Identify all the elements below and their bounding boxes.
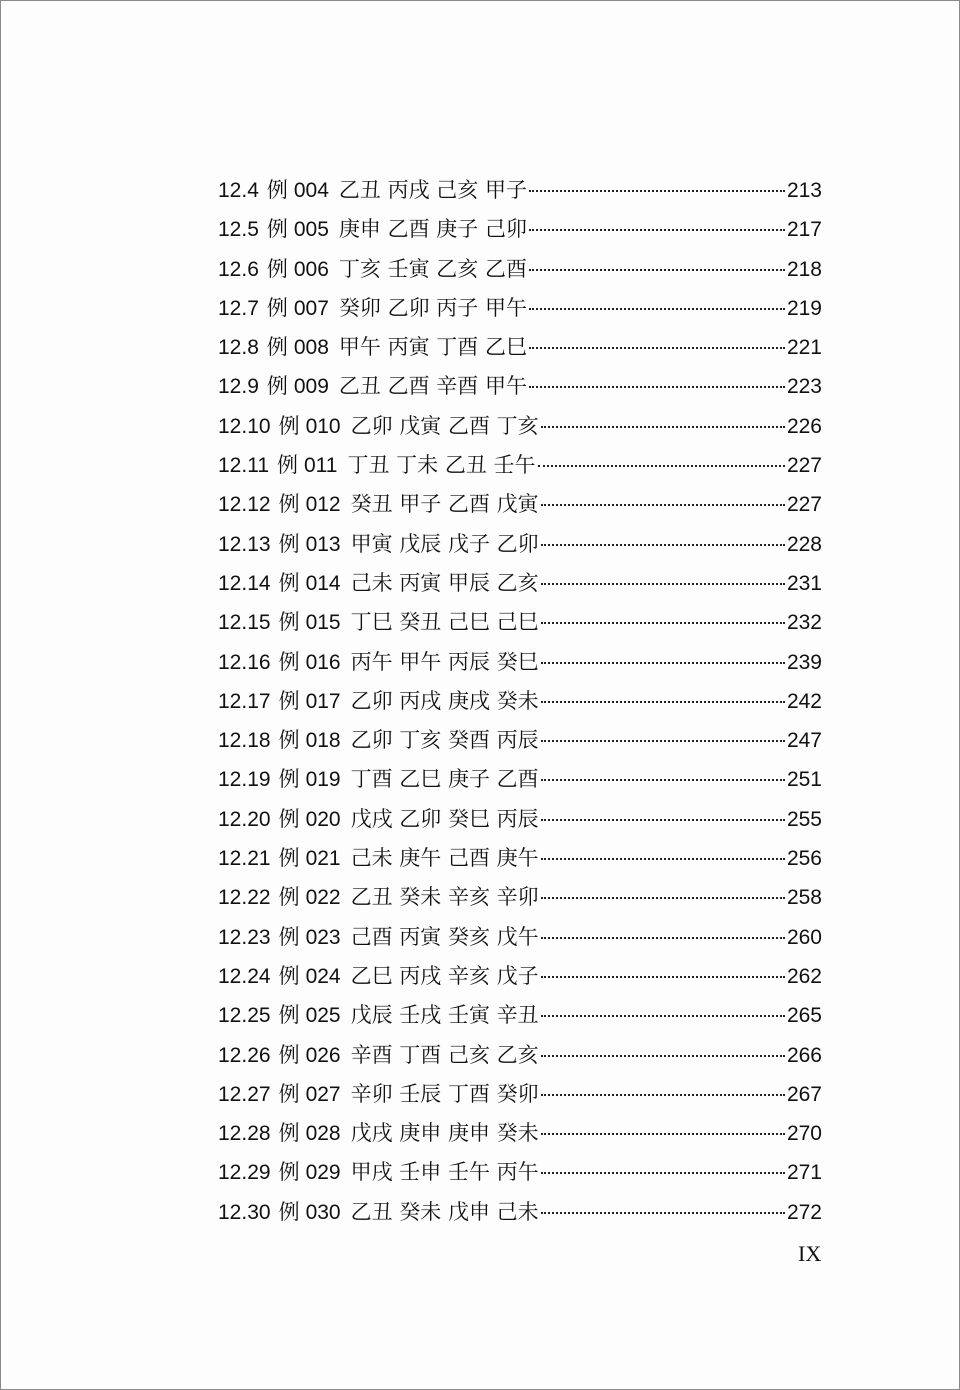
pillars-text: 乙卯 戊寅 乙酉 丁亥	[350, 413, 539, 438]
example-code: 017	[305, 689, 341, 713]
toc-entry	[218, 1114, 822, 1153]
toc-entry	[218, 1153, 822, 1192]
pillars-text: 己未 庚午 己酉 庚午	[350, 846, 539, 871]
pillars-text: 癸卯 乙卯 丙子 甲午	[338, 295, 527, 320]
example-label: 例	[278, 806, 300, 831]
toc-entry	[218, 878, 822, 917]
section-number: 12.14	[218, 571, 271, 595]
section-number: 12.6	[218, 257, 259, 281]
dot-leader	[541, 583, 785, 585]
dot-leader	[529, 347, 785, 349]
page-ref: 223	[786, 375, 822, 399]
page-ref: 256	[786, 847, 822, 871]
page-ref: 219	[786, 296, 822, 320]
example-code: 029	[305, 1161, 341, 1185]
dot-leader	[541, 1172, 785, 1174]
example-code: 009	[293, 375, 329, 399]
page-ref: 213	[786, 179, 822, 202]
pillars-text: 戊辰 壬戌 壬寅 辛丑	[350, 1003, 539, 1028]
toc-entry	[218, 643, 822, 682]
example-label: 例	[278, 846, 300, 871]
page-number: IX	[798, 1241, 822, 1266]
page-ref: 255	[786, 807, 822, 831]
section-number: 12.8	[218, 336, 259, 360]
section-number: 12.4	[218, 179, 259, 202]
example-label: 例	[266, 335, 288, 360]
example-code: 012	[305, 493, 341, 517]
dot-leader	[541, 544, 785, 546]
example-label: 例	[278, 649, 300, 674]
page-ref: 258	[786, 886, 822, 910]
example-label: 例	[278, 1199, 300, 1224]
section-number: 12.13	[218, 532, 271, 556]
example-label: 例	[266, 256, 288, 281]
dot-leader	[541, 858, 785, 860]
page-ref: 260	[786, 925, 822, 949]
page-ref: 265	[786, 1004, 822, 1028]
dot-leader	[529, 386, 785, 388]
pillars-text: 乙卯 丁亥 癸酉 丙辰	[350, 728, 539, 753]
page-ref: 242	[786, 689, 822, 713]
dot-leader	[529, 269, 785, 271]
example-label: 例	[278, 688, 300, 713]
section-number: 12.10	[218, 414, 271, 438]
toc-entry	[218, 918, 822, 957]
section-number: 12.20	[218, 807, 271, 831]
page-ref: 217	[786, 218, 822, 242]
toc-entry	[218, 328, 822, 367]
section-number: 12.19	[218, 768, 271, 792]
example-code: 015	[305, 611, 341, 635]
pillars-text: 甲午 丙寅 丁酉 乙巳	[338, 335, 527, 360]
pillars-text: 乙丑 丙戌 己亥 甲子	[338, 178, 527, 202]
example-code: 004	[293, 179, 329, 202]
toc-entry	[218, 407, 822, 446]
pillars-text: 丁酉 乙巳 庚子 乙酉	[350, 767, 539, 792]
example-code: 030	[305, 1200, 341, 1224]
section-number: 12.26	[218, 1043, 271, 1067]
dot-leader	[541, 819, 785, 821]
example-code: 008	[293, 336, 329, 360]
example-label: 例	[266, 178, 288, 202]
page-ref: 270	[786, 1122, 822, 1146]
section-number: 12.5	[218, 218, 259, 242]
section-number: 12.17	[218, 689, 271, 713]
example-label: 例	[277, 453, 298, 478]
section-number: 12.24	[218, 964, 271, 988]
toc-entry	[218, 839, 822, 878]
pillars-text: 辛卯 壬辰 丁酉 癸卯	[350, 1081, 539, 1106]
toc-entry	[218, 367, 822, 406]
page-ref: 271	[786, 1161, 822, 1185]
example-code: 025	[305, 1004, 341, 1028]
example-code: 005	[293, 218, 329, 242]
example-code: 006	[293, 257, 329, 281]
example-label: 例	[278, 570, 300, 595]
example-code: 023	[305, 925, 341, 949]
toc-entry	[218, 446, 822, 485]
example-label: 例	[266, 374, 288, 399]
section-number: 12.11	[218, 454, 269, 478]
section-number: 12.29	[218, 1161, 271, 1185]
page-ref: 228	[786, 532, 822, 556]
toc-entry	[218, 603, 822, 642]
pillars-text: 庚申 乙酉 庚子 己卯	[338, 217, 527, 242]
toc-entry	[218, 996, 822, 1035]
example-label: 例	[278, 1081, 300, 1106]
example-label: 例	[278, 963, 300, 988]
dot-leader	[541, 740, 785, 742]
pillars-text: 丁巳 癸丑 己巳 己巳	[350, 610, 539, 635]
toc-entry	[218, 800, 822, 839]
example-label: 例	[278, 1160, 300, 1185]
dot-leader	[541, 1094, 785, 1096]
toc-entry	[218, 289, 822, 328]
dot-leader	[541, 937, 785, 939]
page-ref: 227	[786, 454, 822, 478]
dot-leader	[538, 465, 785, 467]
dot-leader	[541, 504, 785, 506]
toc-entry	[218, 171, 822, 210]
toc-entry	[218, 1193, 822, 1232]
dot-leader	[529, 229, 785, 231]
page-ref: 226	[786, 414, 822, 438]
dot-leader	[541, 701, 785, 703]
pillars-text: 辛酉 丁酉 己亥 乙亥	[350, 1042, 539, 1067]
example-label: 例	[266, 217, 288, 242]
pillars-text: 丁丑 丁未 乙丑 壬午	[347, 453, 536, 478]
toc-entry	[218, 760, 822, 799]
pillars-text: 乙丑 乙酉 辛酉 甲午	[338, 374, 527, 399]
toc-entry	[218, 564, 822, 603]
section-number: 12.12	[218, 493, 271, 517]
section-number: 12.23	[218, 925, 271, 949]
pillars-text: 乙丑 癸未 辛亥 辛卯	[350, 885, 539, 910]
example-label: 例	[278, 1003, 300, 1028]
example-code: 013	[305, 532, 341, 556]
toc-entry	[218, 721, 822, 760]
page-ref: 266	[786, 1043, 822, 1067]
dot-leader	[541, 662, 785, 664]
example-code: 027	[305, 1082, 341, 1106]
example-label: 例	[278, 413, 300, 438]
pillars-text: 甲寅 戊辰 戊子 乙卯	[350, 531, 539, 556]
example-code: 011	[304, 454, 338, 478]
dot-leader	[541, 897, 785, 899]
pillars-text: 甲戌 壬申 壬午 丙午	[350, 1160, 539, 1185]
section-number: 12.9	[218, 375, 259, 399]
pillars-text: 戊戌 乙卯 癸巳 丙辰	[350, 806, 539, 831]
dot-leader	[541, 1133, 785, 1135]
page-ref: 272	[786, 1200, 822, 1224]
section-number: 12.7	[218, 296, 259, 320]
toc-entry	[218, 957, 822, 996]
pillars-text: 乙卯 丙戌 庚戌 癸未	[350, 688, 539, 713]
example-label: 例	[278, 885, 300, 910]
page-ref: 218	[786, 257, 822, 281]
example-label: 例	[278, 1042, 300, 1067]
section-number: 12.30	[218, 1200, 271, 1224]
toc-entry	[218, 525, 822, 564]
example-code: 021	[305, 847, 341, 871]
example-label: 例	[278, 728, 300, 753]
pillars-text: 戊戌 庚申 庚申 癸未	[350, 1121, 539, 1146]
example-code: 026	[305, 1043, 341, 1067]
dot-leader	[541, 1015, 785, 1017]
page-ref: 267	[786, 1082, 822, 1106]
example-code: 028	[305, 1122, 341, 1146]
page-ref: 227	[786, 493, 822, 517]
example-label: 例	[266, 295, 288, 320]
page-ref: 232	[786, 611, 822, 635]
pillars-text: 乙丑 癸未 戊申 己未	[350, 1199, 539, 1224]
example-label: 例	[278, 531, 300, 556]
example-label: 例	[278, 767, 300, 792]
page-ref: 231	[786, 571, 822, 595]
page-ref: 262	[786, 964, 822, 988]
example-code: 018	[305, 729, 341, 753]
section-number: 12.22	[218, 886, 271, 910]
toc-entry	[218, 1036, 822, 1075]
example-code: 020	[305, 807, 341, 831]
section-number: 12.21	[218, 847, 271, 871]
page-ref: 221	[786, 336, 822, 360]
example-code: 014	[305, 571, 341, 595]
page-ref: 239	[786, 650, 822, 674]
example-code: 010	[305, 414, 341, 438]
example-label: 例	[278, 924, 300, 949]
pillars-text: 乙巳 丙戌 辛亥 戊子	[350, 963, 539, 988]
example-code: 019	[305, 768, 341, 792]
section-number: 12.15	[218, 611, 271, 635]
example-code: 016	[305, 650, 341, 674]
example-code: 007	[293, 296, 329, 320]
page-ref: 251	[786, 768, 822, 792]
dot-leader	[541, 622, 785, 624]
dot-leader	[541, 779, 785, 781]
example-label: 例	[278, 492, 300, 517]
example-code: 024	[305, 964, 341, 988]
pillars-text: 己未 丙寅 甲辰 乙亥	[350, 570, 539, 595]
pillars-text: 丁亥 壬寅 乙亥 乙酉	[338, 256, 527, 281]
page-ref: 247	[786, 729, 822, 753]
toc-entry	[218, 1075, 822, 1114]
section-number: 12.25	[218, 1004, 271, 1028]
section-number: 12.27	[218, 1082, 271, 1106]
dot-leader	[541, 976, 785, 978]
pillars-text: 丙午 甲午 丙辰 癸巳	[350, 649, 539, 674]
example-label: 例	[278, 610, 300, 635]
pillars-text: 己酉 丙寅 癸亥 戊午	[350, 924, 539, 949]
section-number: 12.16	[218, 650, 271, 674]
section-number: 12.28	[218, 1122, 271, 1146]
toc-entry	[218, 682, 822, 721]
dot-leader	[541, 1055, 785, 1057]
section-number: 12.18	[218, 729, 271, 753]
dot-leader	[529, 190, 785, 192]
dot-leader	[529, 308, 785, 310]
toc-entry	[218, 210, 822, 249]
pillars-text: 癸丑 甲子 乙酉 戊寅	[350, 492, 539, 517]
example-code: 022	[305, 886, 341, 910]
dot-leader	[541, 1212, 785, 1214]
toc-entry	[218, 485, 822, 524]
toc-entry	[218, 250, 822, 289]
example-label: 例	[278, 1121, 300, 1146]
dot-leader	[541, 426, 785, 428]
table-of-contents	[218, 171, 822, 1232]
